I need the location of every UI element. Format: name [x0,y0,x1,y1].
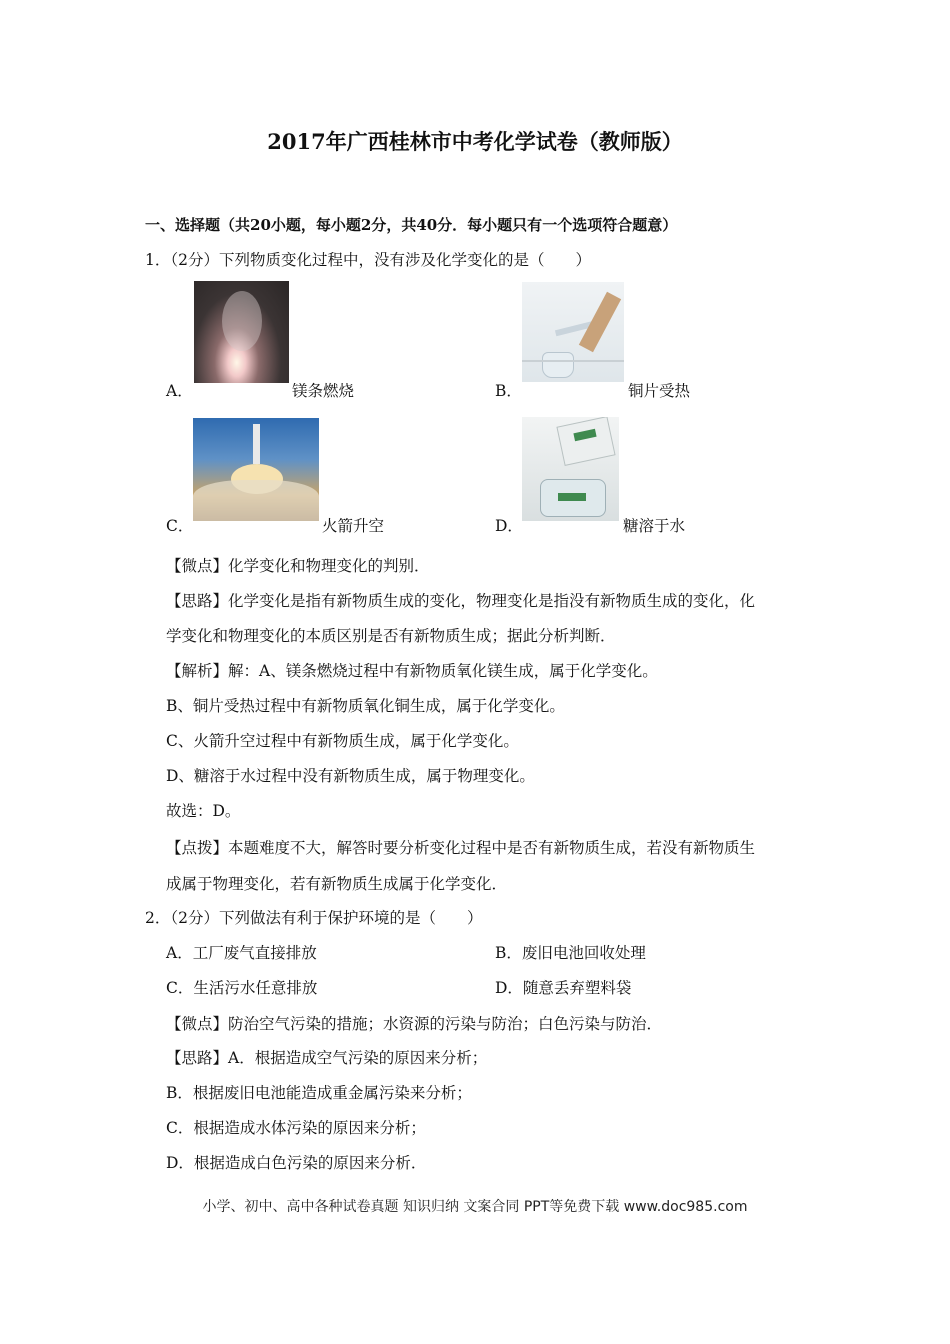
option-d-letter: D． [495,517,523,535]
option-d-text: 糖溶于水 [623,517,686,535]
option-b-text: 铜片受热 [628,382,691,400]
q1-silu-1: 【思路】化学变化是指有新物质生成的变化，物理变化是指没有新物质生成的变化，化 [166,592,756,610]
option-c-text: 火箭升空 [322,517,385,535]
option-a-text: 镁条燃烧 [292,382,355,400]
q2-silu-a: 【思路】A．根据造成空气污染的原因来分析； [166,1049,488,1067]
page-title: 2017年广西桂林市中考化学试卷（教师版） [267,129,683,154]
q1-jiexi-3: C、火箭升空过程中有新物质生成，属于化学变化。 [166,732,519,750]
q1-jiexi-2: B、铜片受热过程中有新物质氧化铜生成，属于化学变化。 [166,697,565,715]
q1-jiexi-4: D、糖溶于水过程中没有新物质生成，属于物理变化。 [166,767,535,785]
q2-stem: 2．（2分）下列做法有利于保护环境的是（ ） [145,909,483,927]
rocket-launch-photo [193,418,319,521]
q2-option-a: A．工厂废气直接排放 [166,944,317,962]
q1-weidian: 【微点】化学变化和物理变化的判别． [166,557,430,575]
magnesium-burning-photo [194,281,289,383]
q2-option-d: D．随意丢弃塑料袋 [495,979,632,997]
option-a-letter: A． [166,382,193,400]
copper-heating-photo [522,282,624,382]
q1-dianbo-2: 成属于物理变化，若有新物质生成属于化学变化． [166,875,508,893]
q1-silu-2: 学变化和物理变化的本质区别是否有新物质生成；据此分析判断． [166,627,616,645]
q1-jiexi-1: 【解析】解：A、镁条燃烧过程中有新物质氧化镁生成，属于化学变化。 [166,662,658,680]
q1-dianbo-1: 【点拨】本题难度不大，解答时要分析变化过程中是否有新物质生成，若没有新物质生 [166,839,756,857]
q2-silu-c: C．根据造成水体污染的原因来分析； [166,1119,426,1137]
q2-silu-b: B．根据废旧电池能造成重金属污染来分析； [166,1084,472,1102]
q2-option-b: B．废旧电池回收处理 [495,944,646,962]
q2-option-c: C．生活污水任意排放 [166,979,318,997]
footer-text: 小学、初中、高中各种试卷真题 知识归纳 文案合同 PPT等免费下载 www.doc985.com [202,1199,748,1215]
q2-silu-d: D．根据造成白色污染的原因来分析． [166,1154,427,1172]
option-c-letter: C． [166,517,194,535]
sugar-dissolving-photo [522,417,619,521]
option-b-letter: B． [495,382,522,400]
section-heading: 一、选择题（共20小题，每小题2分，共40分．每小题只有一个选项符合题意） [145,216,678,234]
q1-answer: 故选：D。 [166,802,241,820]
q2-weidian: 【微点】防治空气污染的措施；水资源的污染与防治；白色污染与防治． [166,1015,663,1033]
q1-stem: 1．（2分）下列物质变化过程中，没有涉及化学变化的是（ ） [145,251,591,269]
